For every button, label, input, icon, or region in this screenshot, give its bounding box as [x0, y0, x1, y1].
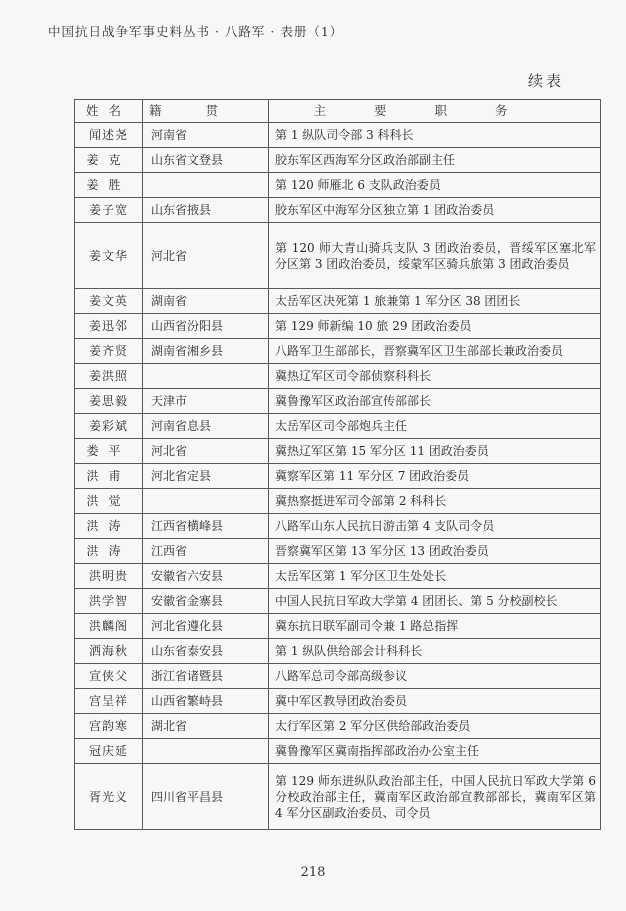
- cell-origin: 天津市: [143, 389, 269, 414]
- officer-table: [74, 99, 601, 830]
- cell-name: 洪觉: [75, 489, 143, 514]
- cell-name: 姜齐贤: [75, 339, 143, 364]
- table-row: [75, 764, 601, 830]
- cell-duty: 八路军卫生部部长，晋察冀军区卫生部部长兼政治委员: [269, 339, 601, 364]
- cell-duty: 第 120 师雁北 6 支队政治委员: [269, 173, 601, 198]
- table-row: [75, 339, 601, 364]
- continued-table-label: 续表: [527, 72, 564, 90]
- column-header-duty: 主要职务: [269, 100, 601, 123]
- cell-name: 洪麟阁: [75, 614, 143, 639]
- cell-origin: 湖北省: [143, 714, 269, 739]
- cell-origin: 江西省横峰县: [143, 514, 269, 539]
- cell-duty: 晋察冀军区第 13 军分区 13 团政治委员: [269, 539, 601, 564]
- running-header: 中国抗日战争军事史料丛书 · 八路军 · 表册（1）: [48, 24, 344, 39]
- cell-duty: 第 1 纵队供给部会计科科长: [269, 639, 601, 664]
- cell-name: 洪甫: [75, 464, 143, 489]
- column-header-name: 姓名: [75, 100, 143, 123]
- cell-duty: 冀鲁豫军区政治部宣传部部长: [269, 389, 601, 414]
- cell-duty: 第 129 师新编 10 旅 29 团政治委员: [269, 314, 601, 339]
- table-row: [75, 664, 601, 689]
- page-number: 218: [300, 865, 326, 880]
- cell-name: 胥光义: [75, 764, 143, 830]
- table-row: [75, 389, 601, 414]
- cell-name: 冠庆延: [75, 739, 143, 764]
- cell-origin: 安徽省六安县: [143, 564, 269, 589]
- cell-name: 姜克: [75, 148, 143, 173]
- cell-duty: 胶东军区中海军分区独立第 1 团政治委员: [269, 198, 601, 223]
- column-header-origin: 籍贯: [143, 100, 269, 123]
- cell-duty: 胶东军区西海军分区政治部副主任: [269, 148, 601, 173]
- cell-name: 闻述尧: [75, 123, 143, 148]
- table-row: [75, 739, 601, 764]
- cell-origin: 河北省定县: [143, 464, 269, 489]
- cell-name: 姜子宽: [75, 198, 143, 223]
- cell-name: 姜文华: [75, 223, 143, 289]
- cell-name: 宫韵寒: [75, 714, 143, 739]
- cell-name: 宫呈祥: [75, 689, 143, 714]
- cell-origin: [143, 364, 269, 389]
- table-row: [75, 539, 601, 564]
- cell-name: 洪涛: [75, 514, 143, 539]
- cell-name: 姜胜: [75, 173, 143, 198]
- table-row: [75, 614, 601, 639]
- cell-duty: 冀热辽军区第 15 军分区 11 团政治委员: [269, 439, 601, 464]
- cell-origin: 山西省繁峙县: [143, 689, 269, 714]
- cell-duty: 中国人民抗日军政大学第 4 团团长、第 5 分校副校长: [269, 589, 601, 614]
- cell-name: 宣侠父: [75, 664, 143, 689]
- table-row: [75, 198, 601, 223]
- cell-duty: 冀热辽军区司令部侦察科科长: [269, 364, 601, 389]
- table-header-row: [75, 100, 601, 123]
- cell-name: 姜洪照: [75, 364, 143, 389]
- cell-duty: 第 129 师东进纵队政治部主任，中国人民抗日军政大学第 6 分校政治部主任，冀南军区政治部宣教部部长，冀南军区第 4 军分区副政治委员、司令员: [269, 764, 601, 830]
- table-row: [75, 714, 601, 739]
- cell-duty: 第 120 师大青山骑兵支队 3 团政治委员，晋绥军区塞北军分区第 3 团政治委员，绥蒙军区骑兵旅第 3 团政治委员: [269, 223, 601, 289]
- table-row: [75, 314, 601, 339]
- cell-duty: 太行军区第 2 军分区供给部政治委员: [269, 714, 601, 739]
- table-row: [75, 589, 601, 614]
- cell-origin: 山东省掖县: [143, 198, 269, 223]
- table-row: [75, 289, 601, 314]
- cell-name: 姜思毅: [75, 389, 143, 414]
- cell-duty: 太岳军区决死第 1 旅兼第 1 军分区 38 团团长: [269, 289, 601, 314]
- cell-duty: 太岳军区司令部炮兵主任: [269, 414, 601, 439]
- cell-origin: 安徽省金寨县: [143, 589, 269, 614]
- cell-name: 姜彩斌: [75, 414, 143, 439]
- table-row: [75, 364, 601, 389]
- cell-duty: 冀察军区第 11 军分区 7 团政治委员: [269, 464, 601, 489]
- cell-duty: 冀东抗日联军副司令兼 1 路总指挥: [269, 614, 601, 639]
- table-body: [75, 123, 601, 830]
- cell-origin: 河南省: [143, 123, 269, 148]
- cell-name: 姜文英: [75, 289, 143, 314]
- cell-name: 娄平: [75, 439, 143, 464]
- cell-duty: 第 1 纵队司令部 3 科科长: [269, 123, 601, 148]
- cell-origin: 湖南省: [143, 289, 269, 314]
- cell-origin: 江西省: [143, 539, 269, 564]
- table-row: [75, 439, 601, 464]
- cell-name: 洪明贵: [75, 564, 143, 589]
- table-row: [75, 148, 601, 173]
- officer-table-container: [74, 99, 600, 830]
- cell-origin: 河北省: [143, 439, 269, 464]
- cell-duty: 太岳军区第 1 军分区卫生处处长: [269, 564, 601, 589]
- cell-origin: 山东省文登县: [143, 148, 269, 173]
- cell-origin: [143, 489, 269, 514]
- cell-origin: 湖南省湘乡县: [143, 339, 269, 364]
- table-row: [75, 123, 601, 148]
- cell-name: 洪学智: [75, 589, 143, 614]
- cell-name: 姜迅邻: [75, 314, 143, 339]
- table-row: [75, 414, 601, 439]
- cell-duty: 冀鲁豫军区冀南指挥部政治办公室主任: [269, 739, 601, 764]
- cell-origin: 四川省平昌县: [143, 764, 269, 830]
- table-row: [75, 514, 601, 539]
- table-row: [75, 689, 601, 714]
- cell-duty: 八路军总司令部高级参议: [269, 664, 601, 689]
- table-row: [75, 223, 601, 289]
- table-row: [75, 639, 601, 664]
- cell-origin: 河北省遵化县: [143, 614, 269, 639]
- cell-origin: [143, 739, 269, 764]
- table-row: [75, 489, 601, 514]
- cell-origin: 河南省息县: [143, 414, 269, 439]
- table-row: [75, 564, 601, 589]
- cell-origin: 山西省汾阳县: [143, 314, 269, 339]
- table-row: [75, 173, 601, 198]
- cell-duty: 冀热察挺进军司令部第 2 科科长: [269, 489, 601, 514]
- cell-origin: 浙江省诸暨县: [143, 664, 269, 689]
- cell-duty: 冀中军区教导团政治委员: [269, 689, 601, 714]
- cell-origin: 山东省泰安县: [143, 639, 269, 664]
- cell-origin: 河北省: [143, 223, 269, 289]
- table-row: [75, 464, 601, 489]
- cell-name: 洒海秋: [75, 639, 143, 664]
- cell-origin: [143, 173, 269, 198]
- cell-name: 洪涛: [75, 539, 143, 564]
- cell-duty: 八路军山东人民抗日游击第 4 支队司令员: [269, 514, 601, 539]
